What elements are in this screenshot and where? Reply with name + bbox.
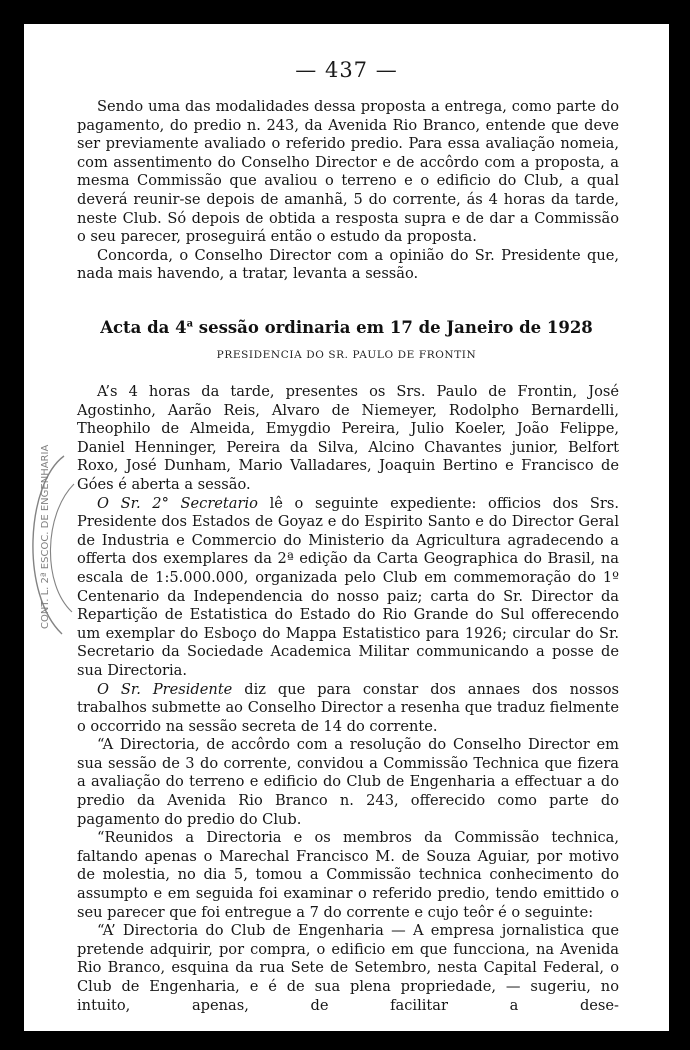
act-title-rest: sessão ordinaria em 17 de Janeiro de 1928 — [193, 318, 593, 337]
secretary-lead: O Sr. 2° Secretario — [97, 494, 258, 512]
act-body — [77, 383, 619, 1015]
intro-paragraph-closing: Concorda, o Conselho Director com a opinião do Sr. Presidente que, nada mais havendo, a tratar, levanta a sessão. — [77, 246, 619, 283]
report-paragraph: “A’ Directoria do Club de Engenharia — A empresa jornalistica que pretende adquirir, por compra, o edificio em que funcciona, na Avenida Rio Branco, esquina da rua Sete de Setembro, nesta Capital Federal, o Club de Engenharia, e é de sua plena propriedade, — sugeriu, no intuito, apenas, de facilitar a dese- — [77, 922, 619, 1014]
act-title — [24, 318, 669, 337]
act-subtitle: PRESIDENCIA DO SR. PAULO DE FRONTIN — [216, 349, 477, 361]
secretary-paragraph — [77, 495, 619, 681]
secretary-text: lê o seguinte expediente: officios dos Srs. Presidente dos Estados de Goyaz e do Espirito Santo e do Director Geral de Industria e Commercio do Ministerio da Agricultura agradecendo a offerta dos exemplares da 2ª edição da Carta Geographica do Brasil, na escala de 1:5.000.000, organizada pelo Club em commemoração do 1º Centenario da Independencia do nosso paiz; carta do Sr. Director da Repartição de Estatistica do Estado do Rio Grande do Sul offerecendo um exemplar do Esboço do Mappa Estatistico para 1926; circular do Sr. Secretario da Sociedade Academica Militar communicando a posse de sua Directoria. — [77, 494, 619, 679]
president-paragraph — [77, 681, 619, 737]
intro-text — [77, 98, 619, 284]
attendance-paragraph: A’s 4 horas da tarde, presentes os Srs. Paulo de Frontin, José Agostinho, Aarão Reis, Alvaro de Niemeyer, Rodolpho Bernardelli, Theophilo de Almeida, Emygdio Pereira, Julio Koeler, João Felippe, Daniel Henninger, Pereira da Silva, Alcino Chavantes junior, Belfort Roxo, José Dunham, Mario Valladares, Joaquin Bertino e Francisco de Góes é aberta a sessão. — [77, 383, 619, 493]
act-title-ordinal: a — [186, 318, 194, 330]
intro-paragraph: Sendo uma das modalidades dessa proposta a entrega, como parte do pagamento, do predio n. 243, da Avenida Rio Branco, entende que deve ser previamente avaliado o referido predio. Para essa avaliação nomeia, com assentimento do Conselho Director e de accôrdo com a proposta, a mesma Commissão que avaliou o terreno e o edificio do Club, a qual deverá reunir-se depois de amanhã, 5 do corrente, ás 4 horas da tarde, neste Club. Só depois de obtida a resposta supra e de dar a Commissão o seu parecer, proseguirá então o estudo da proposta. — [77, 98, 619, 246]
directoria-paragraph: “A Directoria, de accôrdo com a resolução do Conselho Director em sua sessão de 3 do corrente, convidou a Commissão Technica que fizera a avaliação do terreno e edificio do Club de Engenharia a effectuar a do predio da Avenida Rio Branco n. 243, offerecido como parte do pagamento do predio do Club. — [77, 736, 619, 828]
act-title-main: Acta da 4 — [100, 318, 187, 337]
president-lead: O Sr. Presidente — [97, 680, 233, 698]
document-page — [24, 24, 669, 1031]
page-number: — 437 — — [295, 58, 398, 82]
stamp-text: CONT. L. 2ª ESCOC. DE ENGENHARIA — [40, 444, 51, 629]
president-text: diz que para constar dos annaes dos nossos trabalhos submette ao Conselho Director a resenha que traduz fielmente o occorrido na sessão secreta de 14 do corrente. — [77, 680, 620, 735]
stamp-inner-arc — [50, 484, 74, 612]
commission-paragraph: “Reunidos a Directoria e os membros da Commissão technica, faltando apenas o Marechal Francisco M. de Souza Aguiar, por motivo de molestia, no dia 5, tomou a Commissão technica conhecimento do assumpto e em seguida foi examinar o referido predio, tendo emittido o seu parecer que foi entregue a 7 do corrente e cujo teôr é o seguinte: — [77, 829, 619, 921]
library-stamp — [24, 444, 78, 644]
